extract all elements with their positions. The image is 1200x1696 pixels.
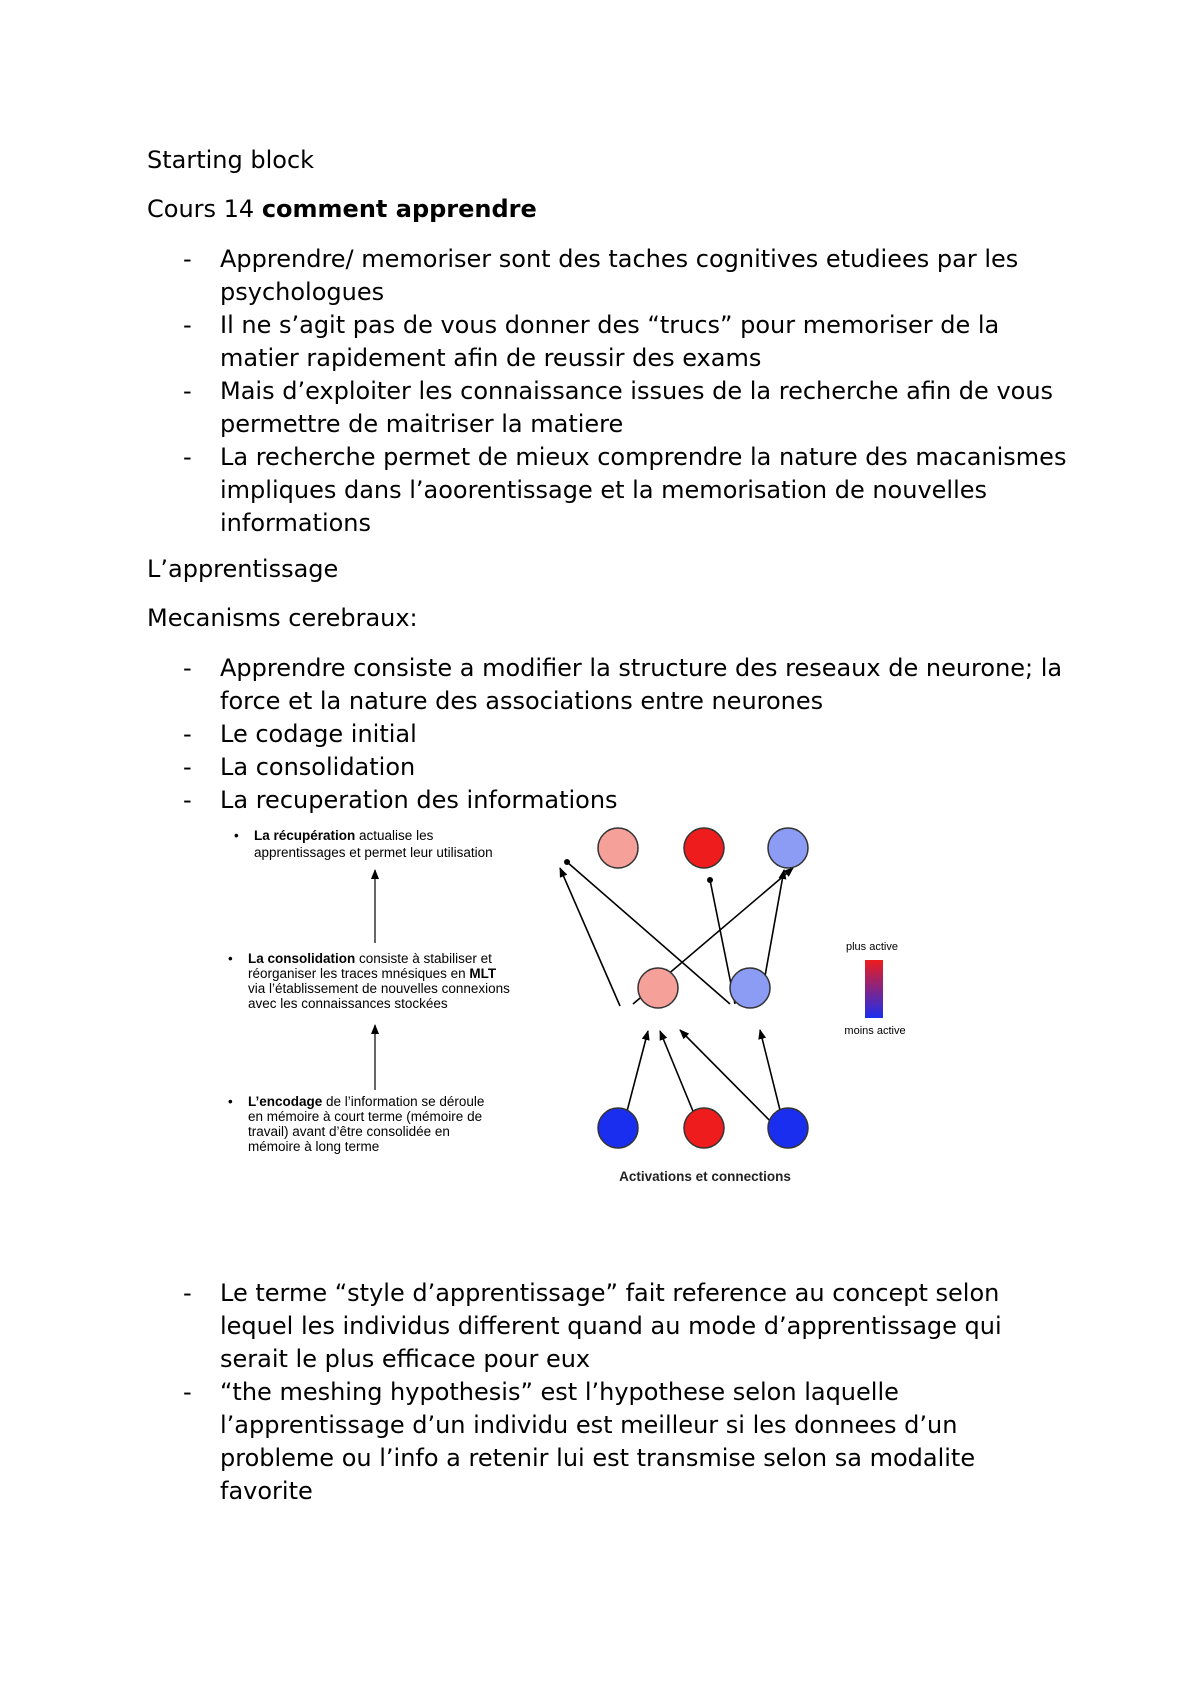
page-heading: Starting block	[147, 146, 315, 174]
bullet-dot: •	[228, 1094, 233, 1109]
list-item: - Mais d’exploiter les connaissance issues de la recherche afin de vous permettre de maitriser la matiere	[183, 377, 1054, 438]
svg-text:La récupération actualise les: La récupération actualise les	[254, 828, 434, 843]
dash-marker: -	[183, 377, 192, 405]
dash-marker: -	[183, 311, 192, 339]
course-title	[147, 194, 537, 224]
node-bottom-middle	[684, 1108, 724, 1148]
svg-text:apprentissages et permet leur: apprentissages et permet leur utilisation	[254, 845, 493, 860]
connection-endpoint	[564, 859, 570, 865]
legend-bottom-label: moins active	[844, 1025, 906, 1037]
section-title-mecanismes: Mecanisms cerebraux:	[147, 604, 418, 632]
list-item: - Le terme “style d’apprentissage” fait reference au concept selon lequel les individus different quand au mode d’apprentissage qui serait le plus efficace pour eux	[183, 1279, 1002, 1373]
dash-marker: -	[183, 245, 192, 273]
list-item: - Il ne s’agit pas de vous donner des “trucs” pour memoriser de la matier rapidement afin de reussir des exams	[183, 311, 1000, 372]
dash-marker: -	[183, 720, 192, 748]
node-top-middle	[684, 828, 724, 868]
course-prefix: Cours 14	[147, 195, 262, 223]
node-mid-left	[638, 968, 678, 1008]
node-top-left	[598, 828, 638, 868]
bullet-dot: •	[234, 828, 239, 843]
encodage-description	[228, 1094, 484, 1154]
svg-text:L’encodage de l’information se: L’encodage de l’information se déroule	[248, 1094, 485, 1109]
node-mid-right	[730, 968, 770, 1008]
course-title-bold: comment apprendre	[261, 195, 537, 223]
svg-text:mémoire à long terme: mémoire à long terme	[248, 1139, 380, 1154]
list-item: - La consolidation	[147, 751, 1067, 784]
svg-text:réorganiser les traces mnésiqu: réorganiser les traces mnésiques en MLT	[248, 966, 497, 981]
node-bottom-left	[598, 1108, 638, 1148]
dash-marker: -	[183, 1279, 192, 1307]
dash-marker: -	[183, 786, 192, 814]
list-item: - Le codage initial	[147, 718, 1067, 751]
section-title-apprentissage: L’apprentissage	[147, 555, 339, 583]
svg-text:travail) avant d’être consolid: travail) avant d’être consolidée en	[248, 1124, 450, 1139]
list-item: - La recuperation des informations	[147, 784, 1067, 817]
dash-marker: -	[183, 443, 192, 471]
dash-marker: -	[183, 654, 192, 682]
mecanismes-bullet-list	[147, 652, 1067, 817]
learning-mechanisms-figure	[220, 818, 920, 1198]
svg-text:en mémoire à court terme (mémo: en mémoire à court terme (mémoire de	[248, 1109, 483, 1124]
recuperation-description	[234, 828, 493, 860]
list-item: - La recherche permet de mieux comprendre la nature des macanismes impliques dans l’aoorentissage et la memorisation de nouvelles informations	[183, 443, 1067, 537]
connection-endpoint	[707, 877, 713, 883]
figure-caption: Activations et connections	[619, 1169, 791, 1184]
connection-arrow	[560, 868, 620, 1006]
dash-marker: -	[183, 1378, 192, 1406]
svg-text:via l’établissement de nouvell: via l’établissement de nouvelles connexions	[248, 981, 510, 996]
dash-marker: -	[183, 753, 192, 781]
node-top-right	[768, 828, 808, 868]
activity-gradient-bar	[865, 960, 883, 1018]
list-item: - Apprendre consiste a modifier la structure des reseaux de neurone; la force et la nature des associations entre neurones	[183, 654, 1063, 715]
svg-text:La consolidation consiste à st: La consolidation consiste à stabiliser et	[248, 951, 492, 966]
list-item: - Apprendre/ memoriser sont des taches cognitives etudiees par les psychologues	[183, 245, 1019, 306]
node-bottom-right	[768, 1108, 808, 1148]
final-bullet-list	[147, 1277, 1067, 1508]
legend-top-label: plus active	[846, 941, 898, 953]
list-item: - “the meshing hypothesis” est l’hypothese selon laquelle l’apprentissage d’un individu est meilleur si les donnees d’un probleme ou l’info a retenir lui est transmise selon sa modalite favorite	[183, 1378, 976, 1505]
bullet-dot: •	[228, 951, 233, 966]
svg-text:avec les connaissances stockée: avec les connaissances stockées	[248, 996, 448, 1011]
intro-bullet-list	[147, 243, 1067, 540]
figure-svg	[220, 818, 920, 1198]
consolidation-description	[228, 951, 510, 1011]
